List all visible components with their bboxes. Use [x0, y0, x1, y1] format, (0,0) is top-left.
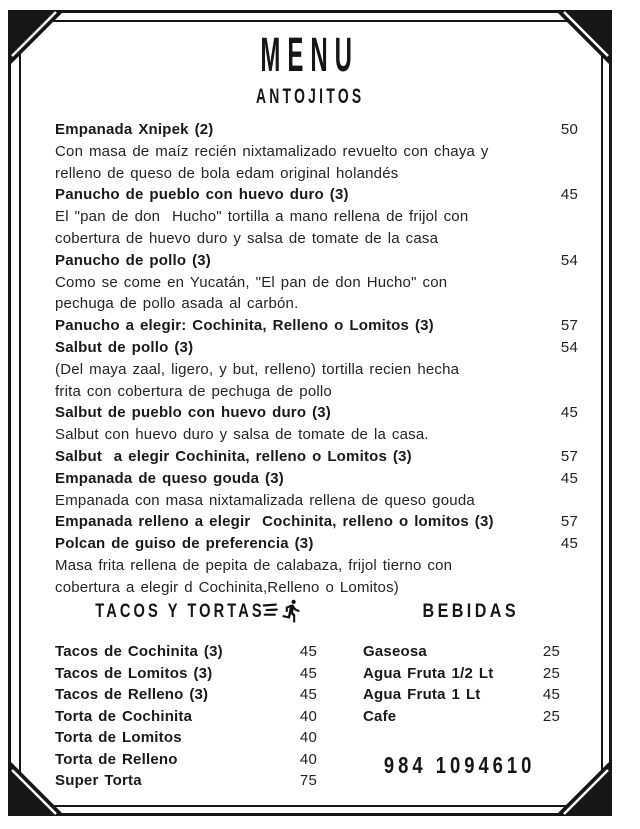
- antojitos-heading-text: ANTOJITOS: [255, 85, 365, 108]
- menu-item-row: [55, 727, 317, 749]
- bebidas-heading-text: BEBIDAS: [422, 601, 520, 622]
- menu-item-row: [55, 533, 578, 555]
- item-price: 57: [560, 317, 578, 335]
- menu-item-row: [55, 468, 578, 490]
- phone-number: [340, 752, 580, 779]
- item-price: 45: [560, 404, 578, 422]
- menu-item-row: [55, 402, 578, 424]
- item-price: 45: [560, 535, 578, 553]
- item-name: Salbut de pueblo con huevo duro (3): [55, 404, 332, 422]
- menu-item-row: [55, 511, 578, 533]
- antojitos-item-list: [55, 119, 578, 599]
- menu-item-row: [55, 770, 317, 792]
- item-name: Tacos de Cochinita (3): [55, 643, 223, 660]
- item-price: 50: [560, 121, 578, 138]
- item-name: Torta de Relleno: [55, 750, 178, 768]
- bebidas-item-list: [363, 641, 560, 727]
- menu-item-row: [55, 337, 578, 359]
- item-name: Torta de Lomitos: [55, 729, 182, 746]
- menu-item-row: [363, 706, 560, 728]
- item-price: 75: [299, 772, 317, 789]
- item-price: 25: [542, 643, 560, 660]
- item-name: Salbut a elegir Cochinita, relleno o Lomitos (3): [55, 447, 412, 465]
- page-title: [9, 28, 611, 83]
- menu-item-row: [55, 663, 317, 685]
- item-description-line: frita con cobertura de pechuga de pollo: [55, 382, 332, 400]
- item-description-line: pechuga de pollo asada al carbón.: [55, 295, 299, 313]
- item-price: 57: [560, 447, 578, 465]
- item-name: Panucho de pollo (3): [55, 251, 212, 269]
- item-description-line: Empanada con masa nixtamalizada rellena de queso gouda: [55, 491, 475, 509]
- item-price: 45: [560, 469, 578, 487]
- menu-item-row: [55, 684, 317, 706]
- item-description-line: Con masa de maíz recién nixtamalizado revuelto con chaya y: [55, 142, 489, 160]
- item-name: Cafe: [363, 707, 397, 725]
- menu-item-row: [55, 119, 578, 141]
- item-description-line: Masa frita rellena de pepita de calabaza, frijol tierno con: [55, 556, 453, 574]
- running-person-icon: [262, 596, 306, 626]
- item-description-line: cobertura de huevo duro y salsa de tomate de la casa: [55, 229, 439, 247]
- item-name: Empanada de queso gouda (3): [55, 469, 284, 487]
- item-description-line: relleno de queso de bola edam original holandés: [55, 164, 399, 182]
- menu-item-row: [55, 184, 578, 206]
- item-price: 25: [542, 707, 560, 725]
- item-description-line: cobertura a elegir d Cochinita,Relleno o Lomitos): [55, 578, 399, 596]
- item-name: Torta de Cochinita: [55, 707, 193, 725]
- phone-number-text: 984 1094610: [384, 752, 536, 778]
- item-name: Panucho de pueblo con huevo duro (3): [55, 186, 349, 204]
- item-description-line: El "pan de don Hucho" tortilla a mano rellena de frijol con: [55, 208, 469, 226]
- section-heading-bebidas: [363, 601, 579, 623]
- item-name: Empanada Xnipek (2): [55, 121, 214, 138]
- item-description-line: Salbut con huevo duro y salsa de tomate de la casa.: [55, 426, 429, 444]
- item-price: 40: [299, 707, 317, 725]
- item-price: 45: [560, 186, 578, 204]
- item-price: 45: [299, 643, 317, 660]
- menu-item-row: [363, 684, 560, 706]
- item-name: Gaseosa: [363, 643, 427, 660]
- item-name: Tacos de Lomitos (3): [55, 664, 213, 682]
- item-price: 57: [560, 513, 578, 531]
- item-price: 40: [299, 750, 317, 768]
- menu-item-row: [55, 250, 578, 272]
- menu-item-row: [55, 749, 317, 771]
- menu-item-row: [55, 315, 578, 337]
- item-name: Super Torta: [55, 772, 142, 789]
- item-price: 54: [560, 251, 578, 269]
- menu-item-row: [363, 663, 560, 685]
- item-name: Empanada relleno a elegir Cochinita, relleno o lomitos (3): [55, 513, 494, 531]
- menu-item-row: [55, 446, 578, 468]
- item-price: 45: [542, 686, 560, 703]
- menu-item-row: [55, 641, 317, 663]
- item-name: Agua Fruta 1/2 Lt: [363, 664, 494, 682]
- item-description-line: (Del maya zaal, ligero, y but, relleno) tortilla recien hecha: [55, 360, 460, 378]
- item-price: 25: [542, 664, 560, 682]
- item-price: 54: [560, 338, 578, 356]
- tacos-heading-text: TACOS Y TORTAS: [95, 601, 265, 622]
- item-description-line: Como se come en Yucatán, "El pan de don Hucho" con: [55, 273, 448, 291]
- item-price: 40: [299, 729, 317, 746]
- menu-item-row: [55, 706, 317, 728]
- item-name: Salbut de pollo (3): [55, 338, 194, 356]
- section-heading-antojitos: [9, 85, 611, 109]
- item-name: Agua Fruta 1 Lt: [363, 686, 481, 703]
- menu-item-row: [363, 641, 560, 663]
- page-title-text: MENU: [260, 29, 360, 82]
- tacos-y-tortas-item-list: [55, 641, 317, 792]
- item-price: 45: [299, 664, 317, 682]
- item-name: Panucho a elegir: Cochinita, Relleno o Lomitos (3): [55, 317, 434, 335]
- item-price: 45: [299, 686, 317, 703]
- item-name: Tacos de Relleno (3): [55, 686, 209, 703]
- item-name: Polcan de guiso de preferencia (3): [55, 535, 314, 553]
